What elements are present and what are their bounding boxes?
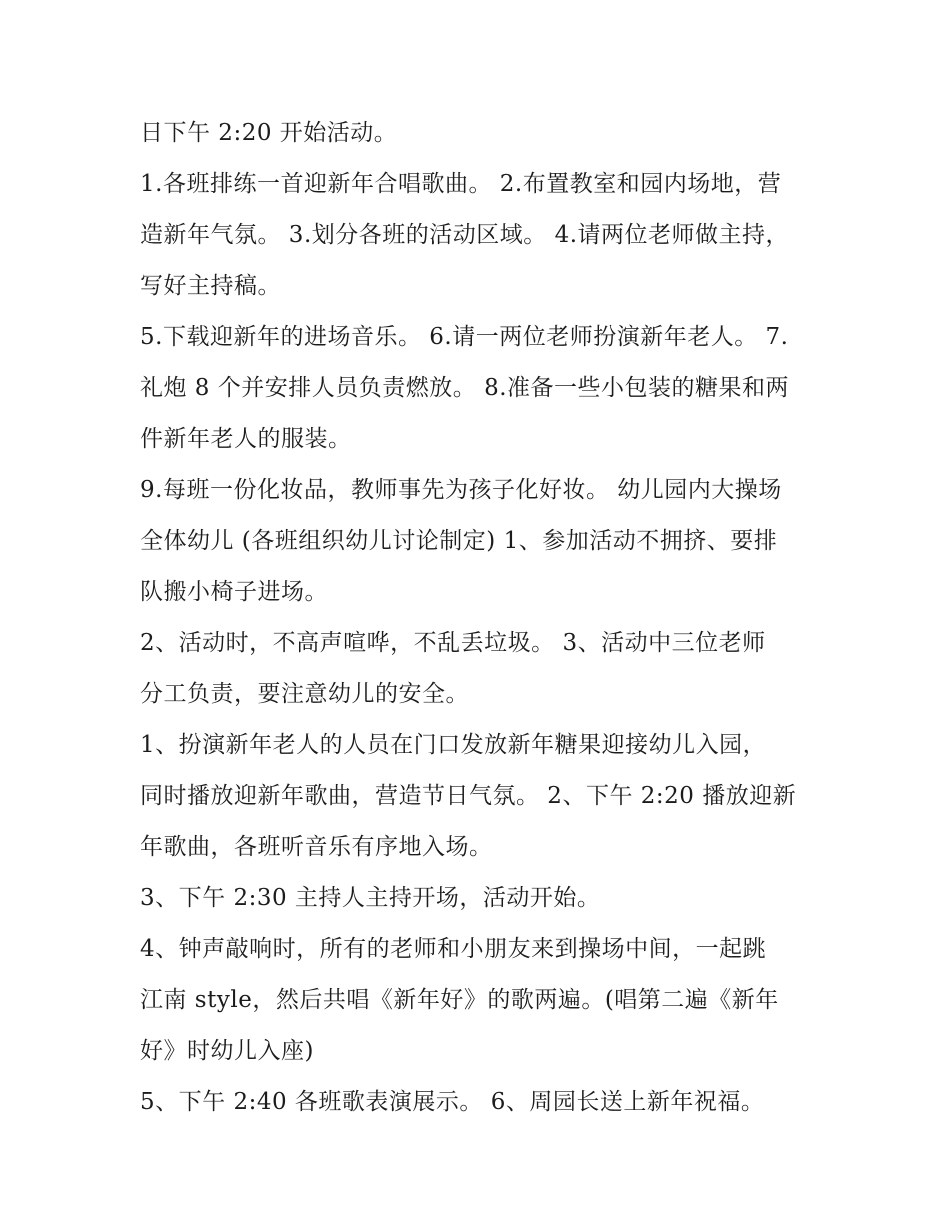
text-line: 江南 style，然后共唱《新年好》的歌两遍。(唱第二遍《新年 — [140, 987, 779, 1013]
paragraph — [140, 618, 820, 720]
text-line: 队搬小椅子进场。 — [140, 579, 328, 605]
paragraph — [140, 873, 820, 924]
paragraph — [140, 108, 820, 159]
text-line: 分工负责，要注意幼儿的安全。 — [140, 681, 469, 707]
paragraph — [140, 465, 820, 618]
text-line: 年歌曲，各班听音乐有序地入场。 — [140, 834, 493, 860]
document-body — [140, 108, 820, 1128]
text-line: 全体幼儿 (各班组织幼儿讨论制定) 1、参加活动不拥挤、要排 — [140, 528, 778, 554]
text-line: 5.下载迎新年的进场音乐。 6.请一两位老师扮演新年老人。 7. — [140, 324, 789, 350]
text-line: 5、下午 2:40 各班歌表演展示。 6、周园长送上新年祝福。 — [140, 1089, 765, 1115]
text-line: 3、下午 2:30 主持人主持开场，活动开始。 — [140, 885, 601, 911]
text-line: 造新年气氛。 3.划分各班的活动区域。 4.请两位老师做主持， — [140, 222, 790, 248]
paragraph — [140, 1077, 820, 1128]
text-line: 9.每班一份化妆品，教师事先为孩子化好妆。 幼儿园内大操场 — [140, 477, 782, 503]
text-line: 日下午 2:20 开始活动。 — [140, 120, 398, 146]
text-line: 1、扮演新年老人的人员在门口发放新年糖果迎接幼儿入园， — [140, 732, 767, 758]
text-line: 好》时幼儿入座) — [140, 1038, 314, 1064]
text-line: 写好主持稿。 — [140, 273, 281, 299]
text-line: 件新年老人的服装。 — [140, 426, 352, 452]
paragraph — [140, 924, 820, 1077]
text-line: 同时播放迎新年歌曲，营造节日气氛。 2、下午 2:20 播放迎新 — [140, 783, 797, 809]
paragraph — [140, 312, 820, 465]
text-line: 1.各班排练一首迎新年合唱歌曲。 2.布置教室和园内场地，营 — [140, 171, 782, 197]
paragraph — [140, 159, 820, 312]
text-line: 2、活动时，不高声喧哗，不乱丢垃圾。 3、活动中三位老师 — [140, 630, 766, 656]
text-line: 礼炮 8 个并安排人员负责燃放。 8.准备一些小包装的糖果和两 — [140, 375, 790, 401]
text-line: 4、钟声敲响时，所有的老师和小朋友来到操场中间，一起跳 — [140, 936, 767, 962]
paragraph — [140, 720, 820, 873]
